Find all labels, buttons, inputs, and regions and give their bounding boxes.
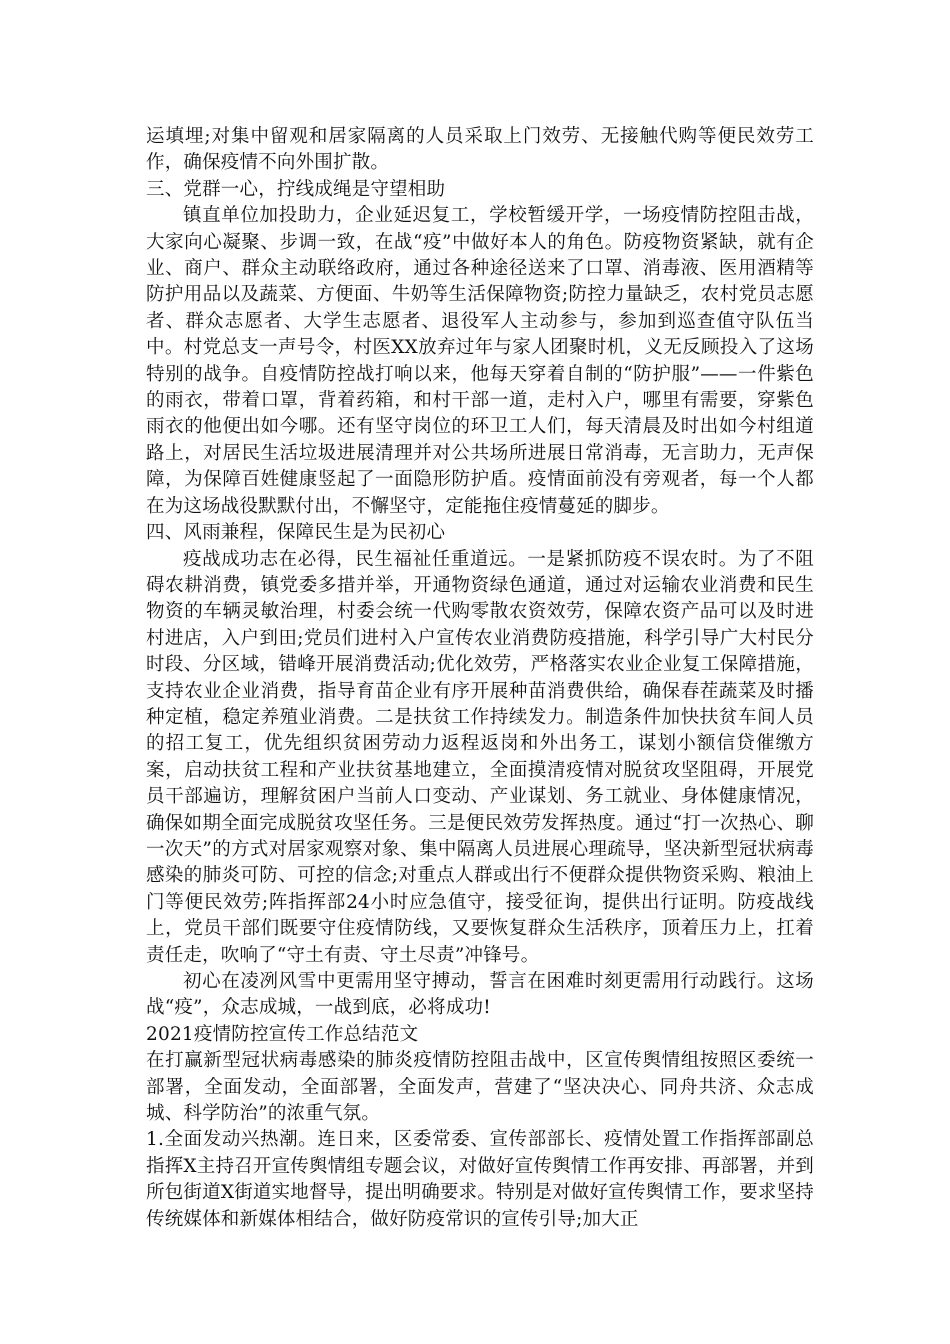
section-heading-four: 四、风雨兼程，保障民生是为民初心 [146, 522, 446, 544]
paragraph-conclusion: 初心在凌冽风雪中更需用坚守搏动，誓言在困难时刻更需用行动践行。这场战“疫”，众志成城，一战到底，必将成功! [146, 971, 814, 1019]
paragraph-section-three: 镇直单位加投助力，企业延迟复工，学校暂缓开学，一场疫情防控阻击战，大家向心凝聚、步调一致，在战“疫”中做好本人的角色。防疫物资紧缺，就有企业、商户、群众主动联络政府，通过各种途径送来了口罩、消毒液、医用酒精等防护用品以及蔬菜、方便面、牛奶等生活保障物资;防控力量缺乏，农村党员志愿者、群众志愿者、大学生志愿者、退役军人主动参与，参加到巡查值守队伍当中。村党总支一声号令，村医XX放弃过年与家人团聚时机，义无反顾投入了这场特别的战争。自疫情防控战打响以来，他每天穿着自制的“防护服”——一件紫色的雨衣，带着口罩，背着药箱，和村干部一道，走村入户，哪里有需要，穿紫色雨衣的他便出如今哪。还有坚守岗位的环卫工人们，每天清晨及时出如今村组道路上，对居民生活垃圾进展清理并对公共场所进展日常消毒，无言助力，无声保障，为保障百姓健康竖起了一面隐形防护盾。疫情面前没有旁观者，每一个人都在为这场战役默默付出，不懈坚守，定能拖住疫情蔓延的脚步。 [146, 205, 814, 517]
paragraph-continuation: 运填埋;对集中留观和居家隔离的人员采取上门效劳、无接触代购等便民效劳工作，确保疫情不向外围扩散。 [146, 126, 814, 174]
paragraph-intro: 在打赢新型冠状病毒感染的肺炎疫情防控阻击战中，区宣传舆情组按照区委统一部署，全面发动，全面部署，全面发声，营建了“坚决决心、同舟共济、众志成城、科学防治”的浓重气氛。 [146, 1050, 814, 1125]
paragraph-item-one: 1.全面发动兴热潮。连日来，区委常委、宣传部部长、疫情处置工作指挥部副总指挥X主持召开宣传舆情组专题会议，对做好宣传舆情工作再安排、再部署，并到所包街道X街道实地督导，提出明确要求。特别是对做好宣传舆情工作，要求坚持传统媒体和新媒体相结合，做好防疫常识的宣传引导;加大正 [146, 1129, 814, 1230]
section-heading-three: 三、党群一心，拧线成绳是守望相助 [146, 178, 446, 200]
document-title-2021: 2021疫情防控宣传工作总结范文 [146, 1023, 419, 1045]
paragraph-section-four: 疫战成功志在必得，民生福祉任重道远。一是紧抓防疫不误农时。为了不阻碍农耕消费，镇党委多措并举，开通物资绿色通道，通过对运输农业消费和民生物资的车辆灵敏治理，村委会统一代购零散农资效劳，保障农资产品可以及时进村进店，入户到田;党员们进村入户宣传农业消费防疫措施，科学引导广大村民分时段、分区域，错峰开展消费活动;优化效劳，严格落实农业企业复工保障措施，支持农业企业消费，指导育苗企业有序开展种苗消费供给，确保春茬蔬菜及时播种定植，稳定养殖业消费。二是扶贫工作持续发力。制造条件加快扶贫车间人员的招工复工，优先组织贫困劳动力返程返岗和外出务工，谋划小额信贷催缴方案，启动扶贫工程和产业扶贫基地建立，全面摸清疫情对脱贫攻坚阻碍，开展党员干部遍访，理解贫困户当前人口变动、产业谋划、务工就业、身体健康情况，确保如期全面完成脱贫攻坚任务。三是便民效劳发挥热度。通过“打一次热心、聊一次天”的方式对居家观察对象、集中隔离人员进展心理疏导，坚决新型冠状病毒感染的肺炎可防、可控的信念;对重点人群或出行不便群众提供物资采购、粮油上门等便民效劳;阵指挥部24小时应急值守，接受征询，提供出行证明。防疫战线上，党员干部们既要守住疫情防线，又要恢复群众生活秩序，顶着压力上，扛着责任走，吹响了“守土有责、守土尽责”冲锋号。 [146, 548, 814, 966]
document-body [146, 124, 814, 1233]
